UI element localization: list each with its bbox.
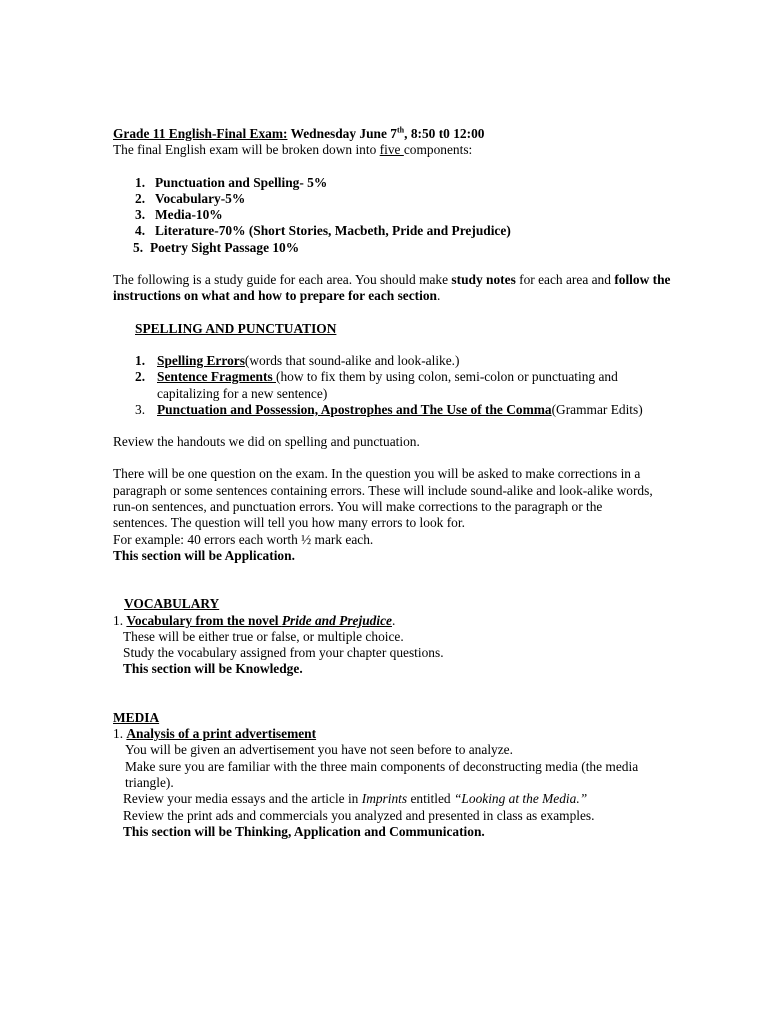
list-item bbox=[135, 223, 673, 239]
study-guide-intro bbox=[113, 272, 673, 305]
list-topic: Punctuation and Possession, Apostrophes and The Use of the Comma bbox=[157, 401, 552, 417]
list-number: 1. bbox=[113, 726, 127, 742]
list-topic: Spelling Errors bbox=[157, 352, 245, 368]
media-item bbox=[113, 726, 673, 742]
vocabulary-line: Study the vocabulary assigned from your chapter questions. bbox=[123, 645, 444, 661]
spelling-review: Review the handouts we did on spelling and punctuation. bbox=[113, 434, 420, 450]
spelling-heading: SPELLING AND PUNCTUATION bbox=[135, 320, 337, 336]
spelling-section-type: This section will be Application. bbox=[113, 547, 295, 563]
exam-title bbox=[113, 126, 673, 142]
exam-date-suffix: th bbox=[397, 125, 405, 135]
vocabulary-item bbox=[113, 613, 673, 629]
media-topic: Analysis of a print advertisement bbox=[126, 726, 317, 742]
list-number: 1. bbox=[135, 352, 146, 368]
list-number: 5. bbox=[133, 239, 144, 255]
list-label: Media-10% bbox=[155, 207, 223, 223]
media-text: entitled bbox=[407, 791, 454, 807]
list-number: 1. bbox=[135, 174, 146, 190]
list-item bbox=[135, 402, 673, 418]
intro-text: The final English exam will be broken down into bbox=[113, 142, 380, 158]
spelling-paragraph: There will be one question on the exam. In the question you will be asked to make corrections in a paragraph or some sentences containing errors. These will include sound-alike and look-alike words, run-on sentences, and punctuation errors. You will make corrections to the paragraph or the sentences. The question will tell you how many errors to look for. bbox=[113, 466, 653, 531]
media-line: You will be given an advertisement you have not seen before to analyze. bbox=[125, 742, 513, 758]
article-title: “Looking at the Media.” bbox=[453, 791, 588, 807]
list-number: 1. bbox=[113, 612, 127, 628]
imprints-title: Imprints bbox=[361, 791, 408, 807]
spelling-example: For example: 40 errors each worth ½ mark each. bbox=[113, 531, 374, 547]
list-detail: (how to fix them by using colon, semi-colon or punctuating and capitalizing for a new sentence) bbox=[157, 369, 618, 401]
intro-line bbox=[113, 142, 673, 158]
list-number: 2. bbox=[135, 190, 146, 206]
vocabulary-heading: VOCABULARY bbox=[124, 596, 220, 612]
study-text: The following is a study guide for each area. You should make bbox=[113, 272, 452, 288]
list-detail: (words that sound-alike and look-alike.) bbox=[244, 352, 460, 368]
vocabulary-topic: Vocabulary from the novel bbox=[126, 612, 282, 628]
media-section-type: This section will be Thinking, Application and Communication. bbox=[123, 823, 485, 839]
document-page bbox=[113, 126, 673, 840]
components-list bbox=[135, 175, 673, 256]
media-heading: MEDIA bbox=[113, 709, 160, 725]
study-text: . bbox=[437, 288, 441, 304]
study-text: for each area and bbox=[515, 272, 615, 288]
novel-title: Pride and Prejudice bbox=[281, 612, 392, 628]
list-item bbox=[135, 369, 673, 402]
list-item bbox=[133, 240, 673, 256]
list-number: 2. bbox=[135, 369, 146, 385]
exam-title-underlined: Grade 11 English-Final Exam: bbox=[113, 126, 288, 141]
exam-time: , 8:50 t0 12:00 bbox=[404, 126, 485, 141]
list-number: 3. bbox=[135, 401, 146, 417]
list-label: Vocabulary-5% bbox=[155, 190, 246, 206]
exam-date: Wednesday June 7 bbox=[287, 126, 397, 141]
vocabulary-line: These will be either true or false, or multiple choice. bbox=[123, 628, 404, 644]
intro-text-end: components: bbox=[403, 142, 473, 158]
media-line: Make sure you are familiar with the three main components of deconstructing media (the media triangle). bbox=[125, 758, 639, 790]
media-line bbox=[123, 791, 673, 807]
media-line: Review the print ads and commercials you analyzed and presented in class as examples. bbox=[123, 807, 595, 823]
spelling-list bbox=[135, 353, 673, 418]
list-item bbox=[135, 353, 673, 369]
list-item bbox=[135, 191, 673, 207]
list-label: Punctuation and Spelling- 5% bbox=[155, 174, 328, 190]
list-number: 3. bbox=[135, 207, 146, 223]
list-item bbox=[135, 207, 673, 223]
list-detail: (Grammar Edits) bbox=[551, 401, 643, 417]
vocabulary-section-type: This section will be Knowledge. bbox=[123, 661, 303, 677]
intro-five: five bbox=[379, 142, 404, 158]
list-label: Literature-70% (Short Stories, Macbeth, Pride and Prejudice) bbox=[155, 223, 511, 239]
study-notes-emphasis: study notes bbox=[451, 272, 516, 288]
vocabulary-end: . bbox=[391, 612, 396, 628]
media-text: Review your media essays and the article in bbox=[123, 791, 362, 807]
list-topic: Sentence Fragments bbox=[157, 369, 276, 385]
list-number: 4. bbox=[135, 223, 146, 239]
list-item bbox=[135, 175, 673, 191]
list-label: Poetry Sight Passage 10% bbox=[150, 239, 300, 255]
study-instructions-emphasis: follow the instructions on what and how to prepare for each section bbox=[113, 272, 671, 304]
